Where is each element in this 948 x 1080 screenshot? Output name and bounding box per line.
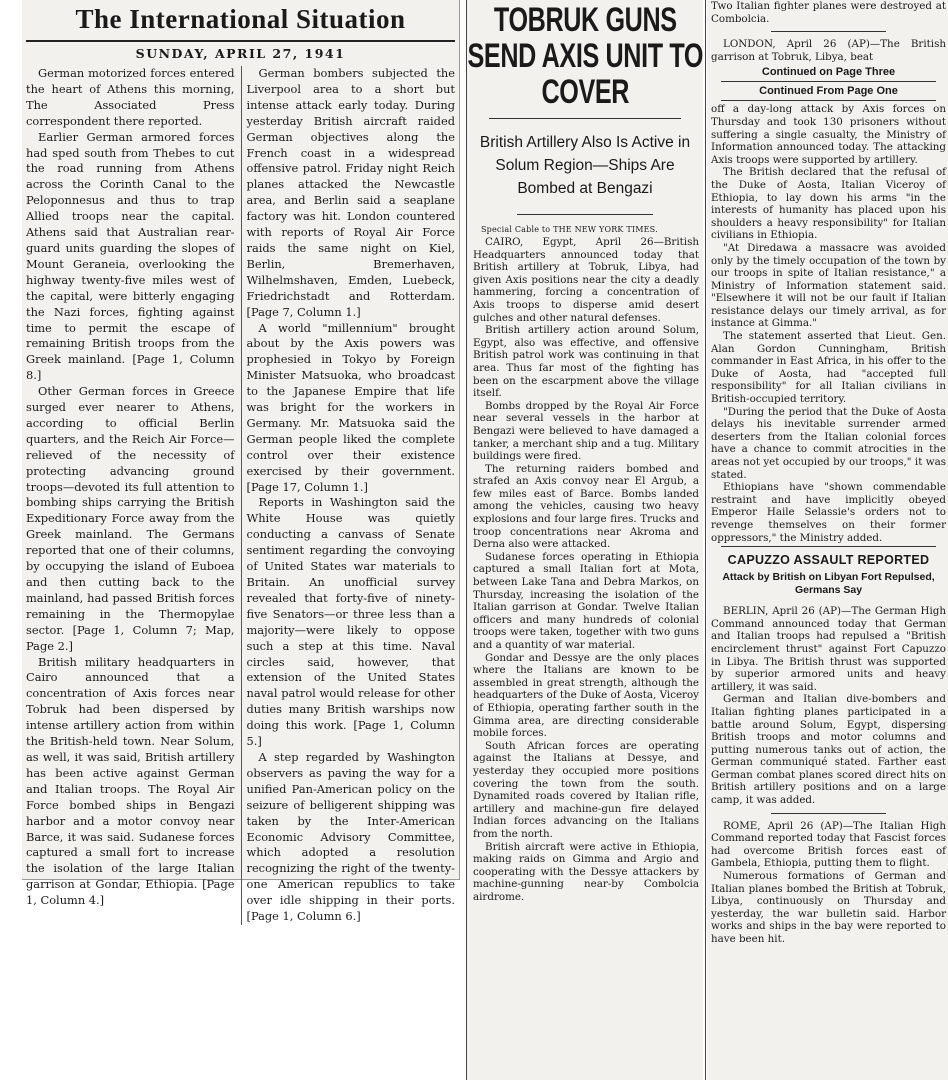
paragraph: off a day-long attack by Axis forces on Thursday and took 130 prisoners without suffering a single casualty, the Ministry of Information announced today. The attacking Axis troops were supported by artillery. <box>711 103 946 166</box>
deck-capuzzo: Attack by British on Libyan Fort Repulsed, Germans Say <box>722 571 935 597</box>
clipping-tobruk <box>467 0 703 1080</box>
continued-on-label: Continued on Page Three <box>761 66 896 79</box>
article-column-2 <box>241 66 456 925</box>
continued-rule <box>721 81 936 82</box>
paragraph: British military headquarters in Cairo announced that a concentration of Axis forces near Tobruk had been dispersed by intense artillery action from within the British-held town. Near Solum, as well, it was said, British artillery has been active against German and Italian troops. The Royal Air Force bombed ships in Bengazi harbor and a motor convoy near Barce, it was said. Sudanese forces captured a small fort to increase the isolation of the large Italian garrison at Gondar, Ethiopia. [Page 1, Column 4.] <box>26 654 235 908</box>
paragraph: ROME, April 26 (AP)—The Italian High Command reported today that Fascist forces had overcome British forces east of Gambela, Ethiopia, putting them to flight. <box>711 819 946 870</box>
paragraph: British artillery action around Solum, Egypt, also was effective, and offensive British patrol work was continuing in that area. Thus far most of the fighting has been on the escarpment above the village itself. <box>473 324 699 400</box>
paragraph: German motorized forces entered the heart of Athens this morning, The Associated Press correspondent there reported. <box>26 66 235 128</box>
paragraph: Other German forces in Greece surged ever nearer to Athens, according to official Berlin quarters, and the Reich Air Force—relieved of the necessity of protecting advancing ground troops—devoted its full attention to bombing ships carrying the British Expeditionary Force away from the Greek mainland. The Germans reported that one of their columns, by occupying the island of Euboea and then cutting back to the mainland, had passed British forces remaining in the Thermopylae sector. [Page 1, Column 7; Map, Page 2.] <box>26 384 235 653</box>
headline-rule <box>489 118 681 119</box>
paragraph: South African forces are operating against the Italians at Dessye, and yesterday they occupied more positions covering the town from the south. Dynamited roads covered by Italian rifle, artillery and machine-gun fire delayed Indian forces advancing on the Italians from the north. <box>473 739 699 840</box>
paragraph: Numerous formations of German and Italian planes bombed the British at Tobruk, Libya, continuously on Thursday and yesterday, the war bulletin said. Harbor works and ships in the bay were reported to have been hit. <box>711 870 946 945</box>
paragraph: German and Italian dive-bombers and Italian fighting planes participated in a battle around Solum, Egypt, dispersing British troops and motor columns and putting numerous tanks out of action, the German communiqué stated. Farther east German combat planes scored direct hits on British artillery positions and on a large camp, it was added. <box>711 693 946 807</box>
headline-rule <box>26 40 455 42</box>
paragraph: Earlier German armored forces had sped south from Thebes to cut the road running from Athens across the Corinth Canal to the Peloponnesus and thus to trap Allied troops near the capital. Athens said that Australian rear-guard units guarding the slopes of Mount Geraneia, overlooking the highway twenty-five miles west of the capital, were bitterly engaging the Nazi forces, fighting against time to permit the escape of remaining British troops from the Greek mainland. [Page 1, Column 8.] <box>26 129 235 383</box>
paragraph: Two Italian fighter planes were destroyed at Combolcia. <box>711 0 946 25</box>
article-body <box>467 236 703 903</box>
paragraph: CAIRO, Egypt, April 26—British Headquarters announced today that British artillery at Tobruk, Libya, had given Axis positions near the city a deadly hammering, forcing a concentration of Axis troops to disperse amid desert gulches and other natural defenses. <box>473 236 699 324</box>
paragraph: "At Diredawa a massacre was avoided only by the timely occupation of the town by our troops in spite of Italian resistance," a Ministry of Information statement said. "Elsewhere it will not be our fault if Italian resistance delays our timely arrival, as for instance at Gimma." <box>711 241 946 330</box>
paragraph: British aircraft were active in Ethiopia, making raids on Gimma and Argio and cooperating with the Dessye attackers by machine-gunning near-by Combolcia airdrome. <box>473 840 699 903</box>
deck-tobruk: British Artillery Also Is Active in Solum Region—Ships Are Bombed at Bengazi <box>479 134 691 197</box>
column-rule <box>705 0 706 1080</box>
paragraph: Gondar and Dessye are the only places where the Italians are known to be assembled in great strength, although the headquarters of the Duke of Aosta, Viceroy of Ethiopia, operating farther south in the Gimma area, are directing considerable mobile forces. <box>473 651 699 740</box>
headline-tobruk: TOBRUK GUNS SEND AXIS UNIT TO COVER <box>467 1 703 111</box>
clipping-continued <box>707 0 948 1080</box>
paragraph: "During the period that the Duke of Aosta delays his inevitable surrender armed deserters from the Italian colonial forces have a chance to commit atrocities in the areas not yet occupied by our troops," it was stated. <box>711 405 946 481</box>
continued-from-label: Continued From Page One <box>759 85 898 98</box>
headline-international-situation: The International Situation <box>75 4 406 34</box>
article-body <box>707 0 948 946</box>
paragraph: Sudanese forces operating in Ethiopia captured a small Italian fort at Mota, between Lake Tana and Debra Markos, on Thursday, increasing the isolation of the Italian garrison at Gondar. Twelve Italian officers and many hundreds of colonial troops were taken, together with two guns and a quantity of war material. <box>473 550 699 651</box>
paragraph: The returning raiders bombed and strafed an Axis convoy near El Argub, a few miles east of Barce. Bombs landed among the vehicles, causing two heavy explosions and four large fires. Trucks and troop concentrations near Akroma and Derna also were attacked. <box>473 462 699 551</box>
paragraph: LONDON, April 26 (AP)—The British garrison at Tobruk, Libya, beat <box>711 38 946 63</box>
special-cable-credit: Special Cable to THE NEW YORK TIMES. <box>481 225 658 234</box>
paragraph: Reports in Washington said the White House was quietly conducting a canvass of Senate sentiment regarding the convoying of United States war materials to Britain. An unofficial survey revealed that forty-five of ninety-five Senators—or three less than a majority—were likely to oppose such a step at this time. Naval circles said, however, that extension of the United States naval patrol would release for other duties many British warships now doing this work. [Page 1, Column 5.] <box>246 495 455 749</box>
article-columns <box>22 66 459 925</box>
separator <box>771 813 886 814</box>
paragraph: The British declared that the refusal of the Duke of Aosta, Italian Viceroy of Ethiopia, to lay down his arms "in the interests of humanity has placed upon his shoulders a heavy responsibility" for Italian civilians in Ethiopia. <box>711 166 946 242</box>
paragraph: Ethiopians have "shown commendable restraint and have implicitly obeyed Emperor Haile Selassie's orders not to revenge themselves on their former oppressors," the Ministry added. <box>711 481 946 544</box>
dateline: SUNDAY, APRIL 27, 1941 <box>135 46 346 61</box>
paragraph: The statement asserted that Lieut. Gen. Alan Gordon Cunningham, British commander in East Africa, in his offer to the Duke of Aosta, had "accepted full responsibility" for all Italian civilians in British-occupied territory. <box>711 330 946 406</box>
paragraph: A world "millennium" brought about by the Axis powers was prophesied in Tokyo by Foreign Minister Matsuoka, who broadcast to the Japanese Empire that life was bright for the workers in Germany. Mr. Matsuoka said the German people liked the complete control over their existence exercised by their government. [Page 17, Column 1.] <box>246 320 455 494</box>
clipping-international-situation <box>22 0 460 924</box>
paragraph: German bombers subjected the Liverpool area to a short but intense attack early today. During yesterday British aircraft raided German objectives along the French coast in a widespread offensive patrol. Friday night Reich planes attacked the Newcastle area, and Berlin said a seaplane factory was hit. London countered with reports of Royal Air Force raids the same night on Kiel, Berlin, Bremerhaven, Wilhelmshaven, Emden, Luebeck, Friedrichstadt and Rotterdam. [Page 7, Column 1.] <box>246 66 455 319</box>
paragraph: A step regarded by Washington observers as paving the way for a unified Pan-American policy on the seizure of belligerent shipping was taken by the Inter-American Economic Advisory Committee, which adopted a resolution recognizing the right of the twenty-one American republics to take over idle shipping in their ports. [Page 1, Column 6.] <box>246 749 455 924</box>
paragraph: Bombs dropped by the Royal Air Force near several vessels in the harbor at Bengazi were believed to have damaged a tanker, a merchant ship and a tug. Military buildings were fired. <box>473 399 699 463</box>
separator <box>771 31 886 32</box>
section-rule <box>721 546 936 547</box>
paragraph: BERLIN, April 26 (AP)—The German High Command announced today that German and Italian troops had repulsed a "British encirclement thrust" against Fort Capuzzo in Libya. The British thrust was supported by superior armored units and heavy artillery, it was said. <box>711 605 946 693</box>
deck-rule <box>517 214 653 215</box>
headline-capuzzo: CAPUZZO ASSAULT REPORTED <box>727 553 930 568</box>
article-column-1 <box>26 66 235 925</box>
continued-rule <box>721 100 936 101</box>
